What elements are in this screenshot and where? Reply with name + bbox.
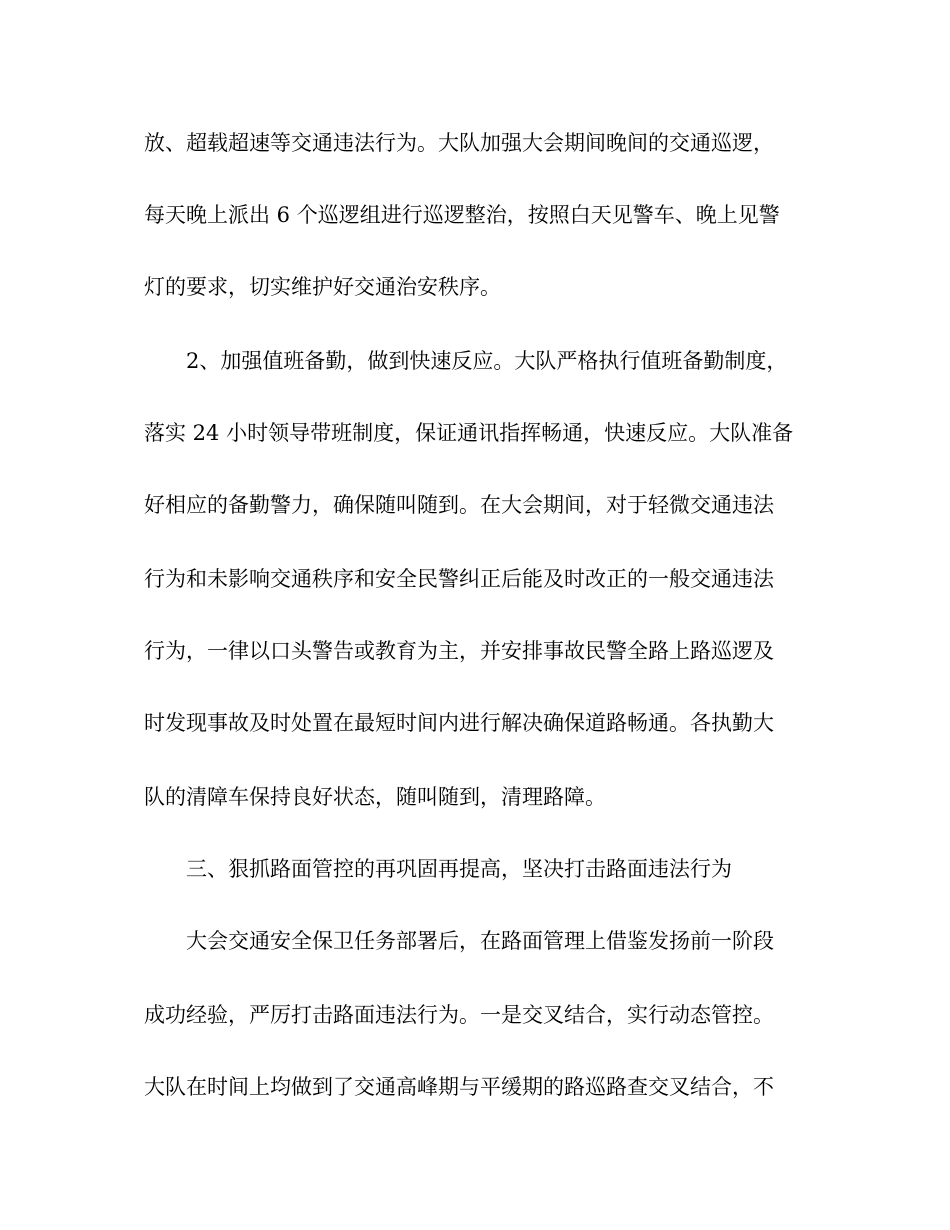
text-line: 灯的要求，切实维护好交通治安秩序。 [144, 275, 501, 299]
paragraph-start-line: 2、加强值班备勤，做到快速反应。大队严格执行值班备勤制度， [186, 349, 788, 373]
text-line: 放、超载超速等交通违法行为。大队加强大会期间晚间的交通巡逻， [144, 131, 774, 155]
paragraph-start-line: 大会交通安全保卫任务部署后，在路面管理上借鉴发扬前一阶段 [186, 929, 774, 953]
section-heading: 三、狠抓路面管控的再巩固再提高，坚决打击路面违法行为 [186, 857, 732, 881]
text-line: 行为和未影响交通秩序和安全民警纠正后能及时改正的一般交通违法 [144, 567, 774, 591]
text-line: 落实 24 小时领导带班制度，保证通讯指挥畅通，快速反应。大队准备 [144, 421, 794, 445]
text-line: 好相应的备勤警力，确保随叫随到。在大会期间，对于轻微交通违法 [144, 493, 774, 517]
text-line: 成功经验，严厉打击路面违法行为。一是交叉结合，实行动态管控。 [144, 1003, 774, 1027]
text-line: 行为，一律以口头警告或教育为主，并安排事故民警全路上路巡逻及 [144, 639, 774, 663]
text-line: 大队在时间上均做到了交通高峰期与平缓期的路巡路查交叉结合，不 [144, 1075, 774, 1099]
text-line: 每天晚上派出 6 个巡逻组进行巡逻整治，按照白天见警车、晚上见警 [144, 203, 780, 227]
text-line: 时发现事故及时处置在最短时间内进行解决确保道路畅通。各执勤大 [144, 711, 774, 735]
text-line: 队的清障车保持良好状态，随叫随到，清理路障。 [144, 785, 606, 809]
